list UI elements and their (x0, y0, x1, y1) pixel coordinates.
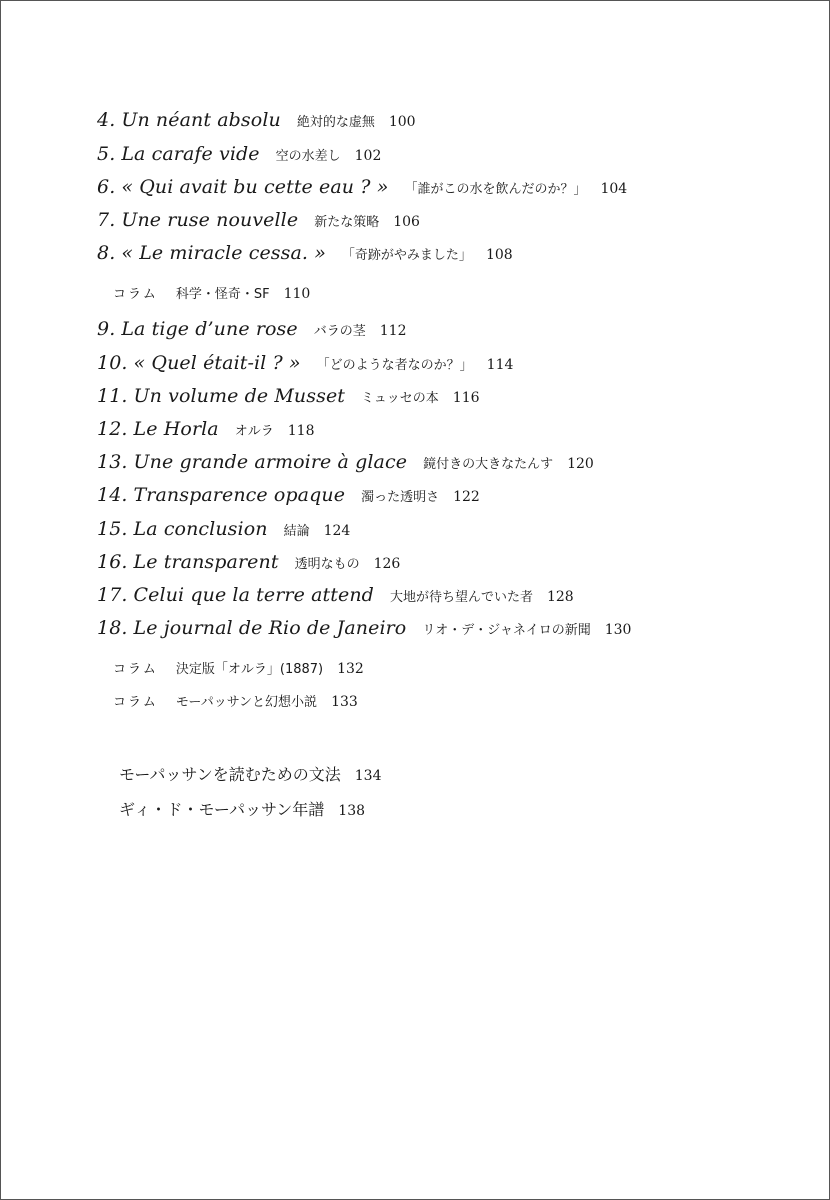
entry-title-japanese: 絶対的な虚無 (296, 115, 375, 130)
entry-title-japanese: リオ・デ・ジャネイロの新聞 (422, 623, 591, 638)
entry-title-japanese: ミュッセの本 (361, 391, 439, 406)
entry-page-number: 112 (379, 323, 407, 339)
toc-entry-9 (97, 318, 407, 340)
column-entry-2 (113, 658, 364, 677)
entry-number: 16. (97, 551, 128, 573)
entry-page-number: 130 (604, 622, 632, 638)
entry-number: 15. (97, 518, 128, 540)
appendix-title: ギィ・ド・モーパッサン年譜 (119, 800, 325, 819)
column-title: モーパッサンと幻想小説 (175, 695, 318, 710)
column-page-number: 110 (283, 286, 311, 302)
column-entry-1 (113, 283, 310, 302)
appendix-entry-2 (119, 797, 365, 820)
entry-number: 17. (97, 584, 128, 606)
entry-title-french: La tige d’une rose (121, 318, 298, 340)
entry-title-japanese: 新たな策略 (314, 215, 380, 230)
entry-title-french: Un néant absolu (121, 109, 281, 131)
toc-entry-4 (97, 109, 416, 131)
column-page-number: 132 (337, 661, 364, 677)
toc-entry-11 (97, 385, 480, 407)
entry-title-french: Une grande armoire à glace (133, 451, 408, 473)
column-label: コラム (113, 662, 158, 677)
entry-page-number: 102 (354, 148, 382, 164)
entry-title-japanese: バラの茎 (313, 324, 366, 339)
entry-page-number: 128 (546, 589, 574, 605)
toc-entry-13 (97, 451, 594, 473)
entry-number: 7. (97, 209, 116, 231)
column-page-number: 133 (331, 694, 358, 710)
entry-title-french: « Qui avait bu cette eau ? » (121, 176, 389, 198)
entry-title-japanese: 透明なもの (294, 557, 360, 572)
entry-page-number: 122 (453, 489, 480, 505)
entry-number: 4. (97, 109, 116, 131)
column-label: コラム (113, 287, 158, 302)
entry-number: 11. (97, 385, 128, 407)
toc-entry-6 (97, 176, 627, 198)
entry-page-number: 104 (600, 181, 628, 197)
appendix-page-number: 138 (338, 803, 366, 819)
entry-title-japanese: 「どのような者なのか？」 (316, 358, 473, 373)
entry-title-french: Transparence opaque (133, 484, 346, 506)
entry-number: 13. (97, 451, 128, 473)
entry-page-number: 114 (486, 357, 514, 373)
toc-entry-18 (97, 617, 631, 639)
entry-number: 8. (97, 242, 116, 264)
toc-entry-10 (97, 352, 513, 374)
toc-entry-15 (97, 518, 350, 540)
entry-title-french: La conclusion (133, 518, 268, 540)
entry-number: 18. (97, 617, 128, 639)
entry-page-number: 118 (287, 423, 315, 439)
entry-title-french: Celui que la terre attend (133, 584, 374, 606)
entry-number: 12. (97, 418, 128, 440)
entry-title-japanese: オルラ (234, 424, 274, 439)
entry-number: 10. (97, 352, 128, 374)
toc-entry-12 (97, 418, 314, 440)
column-entry-3 (113, 691, 358, 710)
toc-entry-16 (97, 551, 400, 573)
entry-number: 5. (97, 143, 116, 165)
entry-title-french: Une ruse nouvelle (121, 209, 299, 231)
entry-number: 14. (97, 484, 128, 506)
entry-page-number: 108 (485, 247, 513, 263)
entry-title-japanese: 空の水差し (275, 149, 341, 164)
column-title: 科学・怪奇・SF (175, 287, 270, 302)
entry-number: 9. (97, 318, 116, 340)
toc-entry-17 (97, 584, 574, 606)
entry-title-japanese: 濁った透明さ (361, 490, 440, 505)
entry-number: 6. (97, 176, 116, 198)
entry-page-number: 126 (373, 556, 401, 572)
entry-title-french: Le journal de Rio de Janeiro (133, 617, 407, 639)
entry-title-japanese: 「誰がこの水を飲んだのか？」 (404, 182, 587, 197)
entry-title-french: Le Horla (133, 418, 219, 440)
appendix-entry-1 (119, 762, 382, 785)
entry-title-french: « Le miracle cessa. » (121, 242, 326, 264)
toc-entry-14 (97, 484, 480, 506)
entry-title-japanese: 大地が待ち望んでいた者 (389, 590, 533, 605)
entry-title-french: « Quel était-il ? » (133, 352, 301, 374)
entry-title-french: Un volume de Musset (133, 385, 346, 407)
entry-title-japanese: 「奇跡がやみました」 (341, 248, 472, 263)
entry-page-number: 120 (567, 456, 594, 472)
column-label: コラム (113, 695, 158, 710)
appendix-title: モーパッサンを読むための文法 (119, 765, 341, 784)
appendix-page-number: 134 (354, 768, 382, 784)
entry-title-japanese: 鏡付きの大きなたんす (423, 457, 554, 472)
entry-page-number: 100 (388, 114, 416, 130)
entry-title-french: Le transparent (133, 551, 279, 573)
column-title: 決定版「オルラ」(1887) (175, 662, 324, 677)
toc-entry-7 (97, 209, 420, 231)
entry-page-number: 106 (393, 214, 420, 230)
entry-page-number: 124 (323, 523, 351, 539)
entry-title-japanese: 結論 (283, 524, 310, 539)
toc-entry-8 (97, 242, 513, 264)
entry-page-number: 116 (452, 390, 480, 406)
entry-title-french: La carafe vide (121, 143, 260, 165)
toc-entry-5 (97, 143, 381, 165)
table-of-contents (1, 1, 829, 1199)
